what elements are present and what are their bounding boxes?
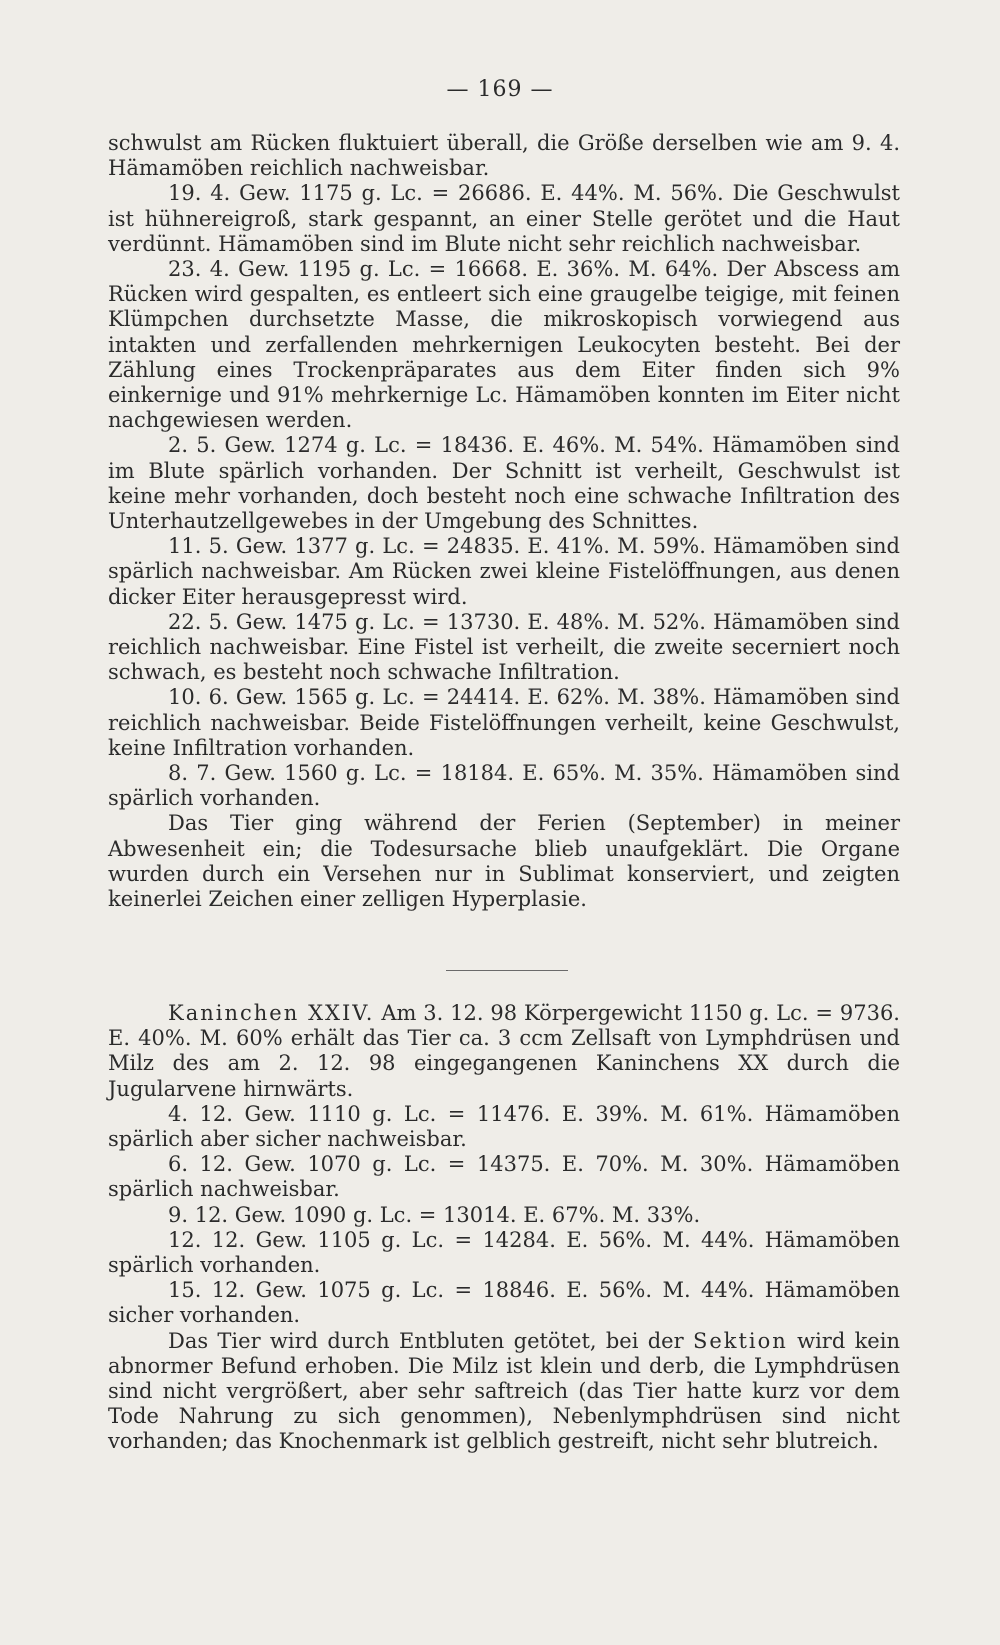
final-text-before: Das Tier wird durch Entbluten getötet, bei der <box>168 1328 684 1353</box>
sektion-spaced-word: Sektion <box>692 1328 788 1353</box>
paragraph-entry-15-12: 15. 12. Gew. 1075 g. Lc. = 18846. E. 56%. M. 44%. Hämamöben sicher vorhanden. <box>108 1278 900 1328</box>
paragraph-entry-4-12: 4. 12. Gew. 1110 g. Lc. = 11476. E. 39%. M. 61%. Hämamöben spärlich aber sicher nachweisbar. <box>108 1101 900 1152</box>
section-divider <box>446 970 568 971</box>
paragraph-entry-22-5: 22. 5. Gew. 1475 g. Lc. = 13730. E. 48%. M. 52%. Hämamöben sind reichlich nachweisbar. Eine Fistel ist verheilt, die zweite secerniert noch schwach, es besteht noch schwache Infiltration. <box>108 609 900 685</box>
paragraph-entry-23-4: 23. 4. Gew. 1195 g. Lc. = 16668. E. 36%. M. 64%. Der Abscess am Rücken wird gespalten, es entleert sich eine graugelbe teigige, mit feinen Klümpchen durchsetzte Masse, die mikroskopisch vorwiegend aus intakten und zerfallenden mehrkernigen Leukocyten besteht. Bei der Zählung eines Trockenpräparates aus dem Eiter finden sich 9% einkernige und 91% mehrkernige Lc. Hämamöben konnten im Eiter nicht nachgewiesen werden. <box>108 257 900 433</box>
paragraph-entry-19-4: 19. 4. Gew. 1175 g. Lc. = 26686. E. 44%. M. 56%. Die Geschwulst ist hühnereigroß, stark gespannt, an einer Stelle gerötet und die Haut verdünnt. Hämamöben sind im Blute nicht sehr reichlich nachweisbar. <box>108 181 900 256</box>
paragraph-case-intro <box>108 1001 900 1102</box>
paragraph-entry-2-5: 2. 5. Gew. 1274 g. Lc. = 18436. E. 46%. M. 54%. Hämamöben sind im Blute spärlich vorhanden. Der Schnitt ist verheilt, Geschwulst ist keine mehr vorhanden, doch besteht noch eine schwache Infiltration des Unterhautzellgewebes in der Umgebung des Schnittes. <box>108 433 900 534</box>
case-continuation-block <box>108 131 900 912</box>
paragraph-conclusion: Das Tier ging während der Ferien (September) in meiner Abwesenheit ein; die Todesursache blieb unaufgeklärt. Die Organe wurden durch ein Versehen nur in Sublimat konserviert, und zeigten keinerlei Zeichen einer zelligen Hyperplasie. <box>108 811 900 912</box>
page-number: — 169 — <box>446 77 554 102</box>
final-text-after: wird kein abnormer Befund erhoben. Die Milz ist klein und derb, die Lymphdrüsen sind nicht vergrößert, aber sehr saftreich (das Tier hatte kurz vor dem Tode Nahrung zu sich genommen), Nebenlymphdrüsen sind nicht vorhanden; das Knochenmark ist gelblich gestreift, nicht sehr blutreich. <box>108 1328 900 1454</box>
paragraph-entry-9-12: 9. 12. Gew. 1090 g. Lc. = 13014. E. 67%. M. 33%. <box>168 1202 701 1227</box>
paragraph-continuation: schwulst am Rücken fluktuiert überall, die Größe derselben wie am 9. 4. Hämamöben reichlich nachweisbar. <box>108 131 900 181</box>
paragraph-entry-11-5: 11. 5. Gew. 1377 g. Lc. = 24835. E. 41%. M. 59%. Hämamöben sind spärlich nachweisbar. Am Rücken zwei kleine Fistelöffnungen, aus denen dicker Eiter herausgepresst wird. <box>108 534 900 609</box>
paragraph-entry-8-7: 8. 7. Gew. 1560 g. Lc. = 18184. E. 65%. M. 35%. Hämamöben sind spärlich vorhanden. <box>108 761 900 811</box>
case-xxiv-block <box>108 1001 900 1455</box>
case-intro-text: Am 3. 12. 98 Körpergewicht 1150 g. Lc. = 9736. E. 40%. M. 60% erhält das Tier ca. 3 ccm Zellsaft von Lymphdrüsen und Milz des am 2. 12. 98 eingegangenen Kaninchens XX durch die Jugularvene hirnwärts. <box>108 1001 900 1101</box>
paragraph-entry-12-12: 12. 12. Gew. 1105 g. Lc. = 14284. E. 56%. M. 44%. Hämamöben spärlich vorhanden. <box>108 1227 900 1278</box>
paragraph-entry-6-12: 6. 12. Gew. 1070 g. Lc. = 14375. E. 70%. M. 30%. Hämamöben spärlich nachweisbar. <box>108 1152 900 1202</box>
paragraph-entry-10-6: 10. 6. Gew. 1565 g. Lc. = 24414. E. 62%. M. 38%. Hämamöben sind reichlich nachweisbar. Beide Fistelöffnungen verheilt, keine Geschwulst, keine Infiltration vorhanden. <box>108 685 900 760</box>
paragraph-final-findings <box>108 1329 900 1455</box>
case-heading: Kaninchen XXIV. <box>168 1001 375 1025</box>
